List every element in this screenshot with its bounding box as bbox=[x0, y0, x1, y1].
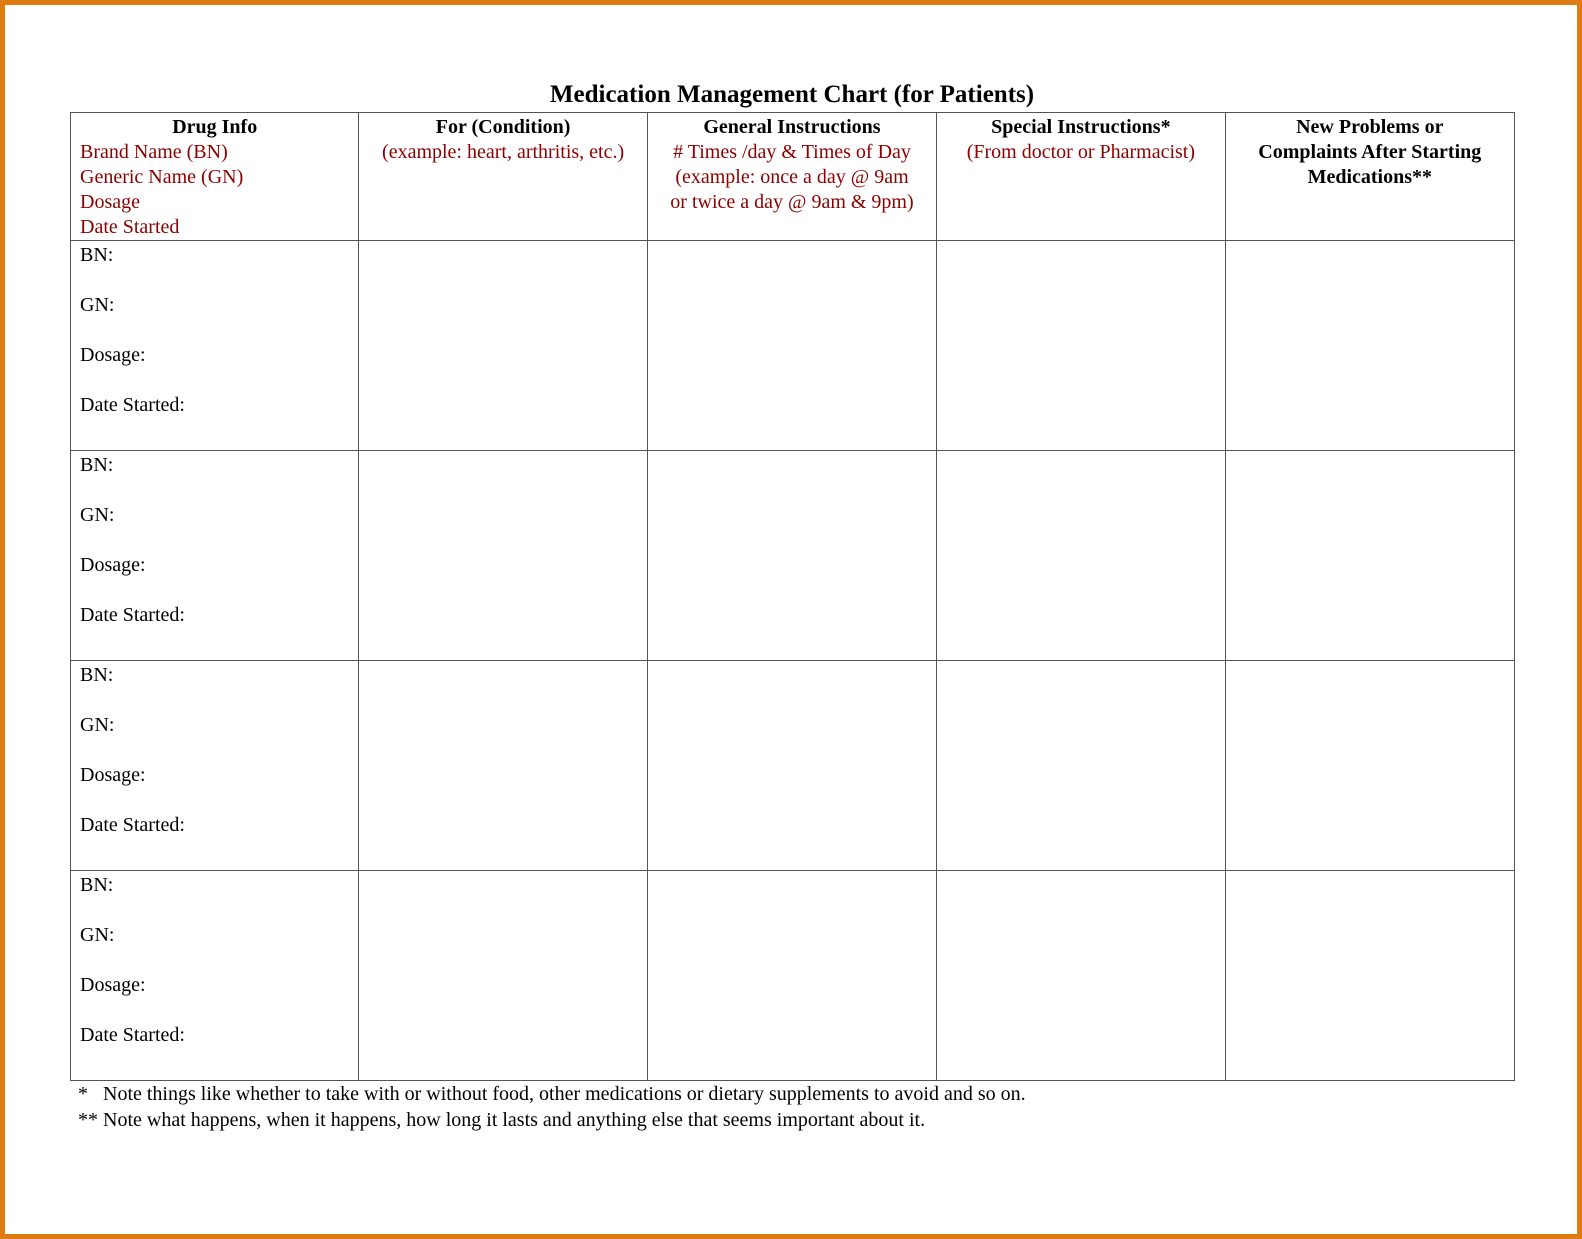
header-subtitle: Date Started bbox=[80, 216, 180, 238]
header-title: Medications** bbox=[1307, 166, 1432, 188]
table-row bbox=[71, 661, 1515, 871]
special-instructions-cell[interactable] bbox=[937, 241, 1225, 451]
gn-label: GN: bbox=[80, 294, 115, 316]
dosage-label: Dosage: bbox=[80, 344, 146, 366]
date-started-label: Date Started: bbox=[80, 1024, 185, 1046]
header-title: Drug Info bbox=[172, 116, 258, 138]
condition-cell[interactable] bbox=[359, 871, 647, 1081]
table-row bbox=[71, 871, 1515, 1081]
bn-label: BN: bbox=[80, 244, 114, 266]
drug-info-cell[interactable] bbox=[71, 871, 359, 1081]
dosage-label: Dosage: bbox=[80, 764, 146, 786]
general-instructions-cell[interactable] bbox=[647, 451, 936, 661]
header-title: Special Instructions* bbox=[991, 116, 1171, 138]
header-subtitle: (example: heart, arthritis, etc.) bbox=[382, 141, 625, 163]
special-instructions-cell[interactable] bbox=[937, 451, 1225, 661]
footnote-special-instructions: * Note things like whether to take with or without food, other medications or dietary supplements to avoid and so on. bbox=[78, 1083, 1026, 1105]
footnotes bbox=[78, 1081, 1026, 1133]
condition-cell[interactable] bbox=[359, 451, 647, 661]
drug-info-cell[interactable] bbox=[71, 241, 359, 451]
general-instructions-cell[interactable] bbox=[647, 871, 936, 1081]
header-title: General Instructions bbox=[703, 116, 881, 138]
gn-label: GN: bbox=[80, 924, 115, 946]
dosage-label: Dosage: bbox=[80, 554, 146, 576]
footnote-new-problems: ** Note what happens, when it happens, how long it lasts and anything else that seems important about it. bbox=[78, 1109, 926, 1131]
new-problems-cell[interactable] bbox=[1225, 451, 1514, 661]
header-condition bbox=[359, 113, 647, 241]
header-new-problems bbox=[1225, 113, 1514, 241]
date-started-label: Date Started: bbox=[80, 604, 185, 626]
bn-label: BN: bbox=[80, 454, 114, 476]
bn-label: BN: bbox=[80, 664, 114, 686]
drug-info-cell[interactable] bbox=[71, 451, 359, 661]
header-title: Complaints After Starting bbox=[1258, 141, 1482, 163]
header-drug-info bbox=[71, 113, 359, 241]
condition-cell[interactable] bbox=[359, 661, 647, 871]
new-problems-cell[interactable] bbox=[1225, 661, 1514, 871]
gn-label: GN: bbox=[80, 714, 115, 736]
table-row bbox=[71, 451, 1515, 661]
header-subtitle: Generic Name (GN) bbox=[80, 166, 244, 188]
new-problems-cell[interactable] bbox=[1225, 871, 1514, 1081]
table-row bbox=[71, 241, 1515, 451]
dosage-label: Dosage: bbox=[80, 974, 146, 996]
header-title: New Problems or bbox=[1296, 116, 1444, 138]
header-title: For (Condition) bbox=[435, 116, 571, 138]
condition-cell[interactable] bbox=[359, 241, 647, 451]
date-started-label: Date Started: bbox=[80, 814, 185, 836]
special-instructions-cell[interactable] bbox=[937, 871, 1225, 1081]
general-instructions-cell[interactable] bbox=[647, 661, 936, 871]
date-started-label: Date Started: bbox=[80, 394, 185, 416]
header-subtitle: # Times /day & Times of Day bbox=[673, 141, 911, 163]
header-subtitle: or twice a day @ 9am & 9pm) bbox=[670, 191, 914, 213]
gn-label: GN: bbox=[80, 504, 115, 526]
header-subtitle: (From doctor or Pharmacist) bbox=[966, 141, 1195, 163]
header-subtitle: Dosage bbox=[80, 191, 140, 213]
header-general-instructions bbox=[647, 113, 936, 241]
header-special-instructions bbox=[937, 113, 1225, 241]
special-instructions-cell[interactable] bbox=[937, 661, 1225, 871]
header-row bbox=[71, 113, 1515, 241]
general-instructions-cell[interactable] bbox=[647, 241, 936, 451]
page-title: Medication Management Chart (for Patients) bbox=[549, 81, 1035, 108]
medication-table bbox=[70, 112, 1515, 1081]
bn-label: BN: bbox=[80, 874, 114, 896]
new-problems-cell[interactable] bbox=[1225, 241, 1514, 451]
header-subtitle: (example: once a day @ 9am bbox=[675, 166, 909, 188]
drug-info-cell[interactable] bbox=[71, 661, 359, 871]
header-subtitle: Brand Name (BN) bbox=[80, 141, 228, 163]
